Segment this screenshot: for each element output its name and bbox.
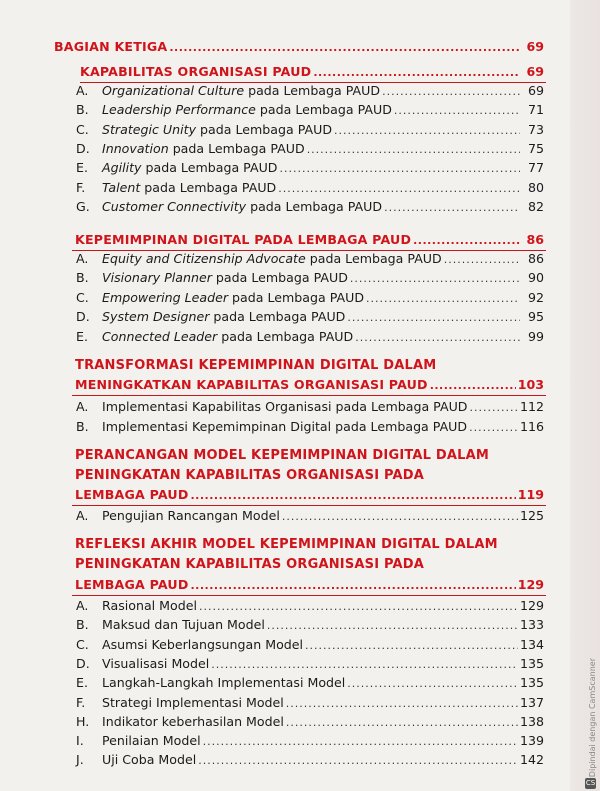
toc-entry[interactable] — [76, 81, 544, 101]
entry-letter: B. — [76, 617, 89, 633]
entry-page-number: 71 — [527, 102, 544, 118]
toc-entry[interactable] — [76, 178, 544, 198]
toc-entry[interactable] — [76, 120, 544, 140]
entry-letter: A. — [76, 83, 89, 98]
entry-letter: F. — [76, 694, 86, 710]
toc-entry[interactable] — [76, 197, 544, 217]
entry-letter: A. — [76, 399, 89, 414]
entry-suffix: pada Lembaga PAUD — [305, 251, 442, 266]
entry-page-number: 86 — [527, 251, 544, 266]
entry-title: Uji Coba Model — [102, 752, 197, 768]
entry-title: Strategi Implementasi Model — [102, 694, 284, 710]
entry-term: Talent — [102, 179, 141, 195]
entry-term: Leadership Performance — [102, 102, 256, 118]
entry-term: Equity and Citizenship Advocate — [102, 251, 306, 266]
entry-title: Implementasi Kapabilitas Organisasi pada Lembaga PAUD — [102, 399, 468, 414]
entry-term: Agility — [102, 160, 142, 176]
toc-entry[interactable] — [76, 506, 544, 526]
entry-letter: D. — [76, 655, 90, 671]
entry-term: Customer Connectivity — [102, 198, 247, 214]
entry-suffix: pada Lembaga PAUD — [196, 121, 333, 137]
chapter-divider — [72, 395, 546, 396]
entry-title: Maksud dan Tujuan Model — [102, 617, 265, 633]
entry-letter: C. — [76, 636, 89, 652]
toc-chapter-transformasi-line1: TRANSFORMASI KEPEMIMPINAN DIGITAL DALAM — [75, 358, 437, 373]
entry-letter: B. — [76, 418, 89, 434]
camscanner-watermark: Dipindai dengan CamScanner — [588, 657, 597, 777]
entry-page-number: 80 — [527, 179, 544, 195]
entry-letter: J. — [76, 752, 84, 768]
entry-term: Innovation — [102, 140, 169, 156]
toc-chapter-kepemimpinan[interactable]: KEPEMIMPINAN DIGITAL PADA LEMBAGA PAUD ..... 86 — [75, 230, 544, 250]
entry-letter: E. — [76, 675, 88, 691]
toc-entry[interactable] — [76, 139, 544, 159]
entry-page-number: 99 — [527, 328, 544, 344]
toc-chapter-kapabilitas[interactable]: KAPABILITAS ORGANISASI PAUD ..... 69 — [80, 62, 544, 82]
toc-entry[interactable] — [76, 654, 544, 674]
entry-term: Strategic Unity — [102, 121, 197, 137]
toc-entry[interactable] — [76, 268, 544, 288]
entry-letter: A. — [76, 598, 89, 613]
entry-page-number: 112 — [519, 399, 544, 414]
entry-suffix: pada Lembaga PAUD — [141, 160, 278, 176]
entry-letter: D. — [76, 309, 90, 325]
entry-suffix: pada Lembaga PAUD — [217, 328, 354, 344]
entry-page-number: 69 — [527, 83, 544, 98]
toc-entry[interactable] — [76, 158, 544, 178]
entry-term: Visionary Planner — [102, 270, 212, 286]
entry-title: Indikator keberhasilan Model — [102, 713, 284, 729]
entry-page-number: 90 — [527, 270, 544, 286]
entry-title: Asumsi Keberlangsungan Model — [102, 636, 304, 652]
entry-term: Connected Leader — [102, 328, 218, 344]
toc-entry[interactable] — [76, 100, 544, 120]
toc-chapter-refleksi[interactable]: LEMBAGA PAUD ..... 129 — [75, 575, 544, 595]
entry-page-number: 77 — [527, 160, 544, 176]
entry-page-number: 134 — [519, 636, 544, 652]
entry-term: Organizational Culture — [102, 83, 245, 98]
entry-title: Rasional Model — [102, 598, 197, 613]
entry-letter: A. — [76, 508, 89, 523]
entry-letter: C. — [76, 121, 89, 137]
entry-page-number: 82 — [527, 198, 544, 214]
toc-chapter-perancangan-line2: PENINGKATAN KAPABILITAS ORGANISASI PADA — [75, 468, 425, 483]
entry-letter: A. — [76, 251, 89, 266]
entry-letter: F. — [76, 179, 86, 195]
toc-entry[interactable] — [76, 417, 544, 437]
toc-entry[interactable] — [76, 693, 544, 713]
entry-page-number: 125 — [519, 508, 544, 523]
entry-page-number: 135 — [519, 655, 544, 671]
entry-page-number: 73 — [527, 121, 544, 137]
entry-suffix: pada Lembaga PAUD — [140, 179, 277, 195]
entry-page-number: 137 — [519, 694, 544, 710]
entry-suffix: pada Lembaga PAUD — [211, 270, 348, 286]
toc-entry[interactable] — [76, 712, 544, 732]
entry-title: Penilaian Model — [102, 733, 201, 749]
toc-entry[interactable] — [76, 397, 544, 417]
toc-chapter-refleksi-line2: PENINGKATAN KAPABILITAS ORGANISASI PADA — [75, 557, 425, 572]
entry-letter: H. — [76, 713, 90, 729]
entry-letter: B. — [76, 270, 89, 286]
toc-entry[interactable] — [76, 731, 544, 751]
entry-page-number: 129 — [519, 598, 544, 613]
entry-page-number: 116 — [519, 418, 544, 434]
toc-part-bagian-ketiga[interactable]: BAGIAN KETIGA ..... 69 — [54, 37, 544, 57]
toc-entry[interactable] — [76, 615, 544, 635]
toc-entry[interactable] — [76, 750, 544, 770]
toc-entry[interactable] — [76, 327, 544, 347]
entry-letter: B. — [76, 102, 89, 118]
entry-suffix: pada Lembaga PAUD — [244, 83, 381, 98]
entry-suffix: pada Lembaga PAUD — [209, 309, 346, 325]
entry-page-number: 139 — [519, 733, 544, 749]
entry-title: Implementasi Kepemimpinan Digital pada Lembaga PAUD — [102, 418, 468, 434]
toc-chapter-transformasi[interactable]: MENINGKATKAN KAPABILITAS ORGANISASI PAUD ..... 103 — [75, 375, 544, 395]
toc-chapter-perancangan-line1: PERANCANGAN MODEL KEPEMIMPINAN DIGITAL DALAM — [75, 448, 490, 463]
entry-page-number: 133 — [519, 617, 544, 633]
entry-letter: E. — [76, 328, 88, 344]
entry-letter: E. — [76, 160, 88, 176]
entry-page-number: 75 — [527, 140, 544, 156]
entry-page-number: 138 — [519, 713, 544, 729]
entry-title: Visualisasi Model — [102, 655, 210, 671]
entry-term: System Designer — [102, 309, 210, 325]
entry-letter: G. — [76, 198, 90, 214]
entry-letter: I. — [76, 733, 84, 749]
toc-entry[interactable] — [76, 596, 544, 616]
entry-page-number: 142 — [519, 752, 544, 768]
entry-letter: C. — [76, 289, 89, 305]
toc-entry[interactable] — [76, 635, 544, 655]
entry-title: Langkah-Langkah Implementasi Model — [102, 675, 346, 691]
entry-suffix: pada Lembaga PAUD — [255, 102, 392, 118]
camscanner-logo-icon: CS — [585, 779, 596, 787]
entry-suffix: pada Lembaga PAUD — [246, 198, 383, 214]
toc-entry[interactable] — [76, 249, 544, 269]
toc-entry[interactable] — [76, 673, 544, 693]
toc-chapter-perancangan[interactable]: LEMBAGA PAUD ..... 119 — [75, 485, 544, 505]
entry-suffix: pada Lembaga PAUD — [168, 140, 305, 156]
entry-term: Empowering Leader — [102, 289, 229, 305]
entry-page-number: 92 — [527, 289, 544, 305]
entry-page-number: 135 — [519, 675, 544, 691]
toc-entry[interactable] — [76, 288, 544, 308]
entry-page-number: 95 — [527, 309, 544, 325]
entry-suffix: pada Lembaga PAUD — [228, 289, 365, 305]
entry-title: Pengujian Rancangan Model — [102, 508, 280, 523]
entry-letter: D. — [76, 140, 90, 156]
toc-chapter-refleksi-line1: REFLEKSI AKHIR MODEL KEPEMIMPINAN DIGITAL DALAM — [75, 537, 498, 552]
toc-entry[interactable] — [76, 307, 544, 327]
